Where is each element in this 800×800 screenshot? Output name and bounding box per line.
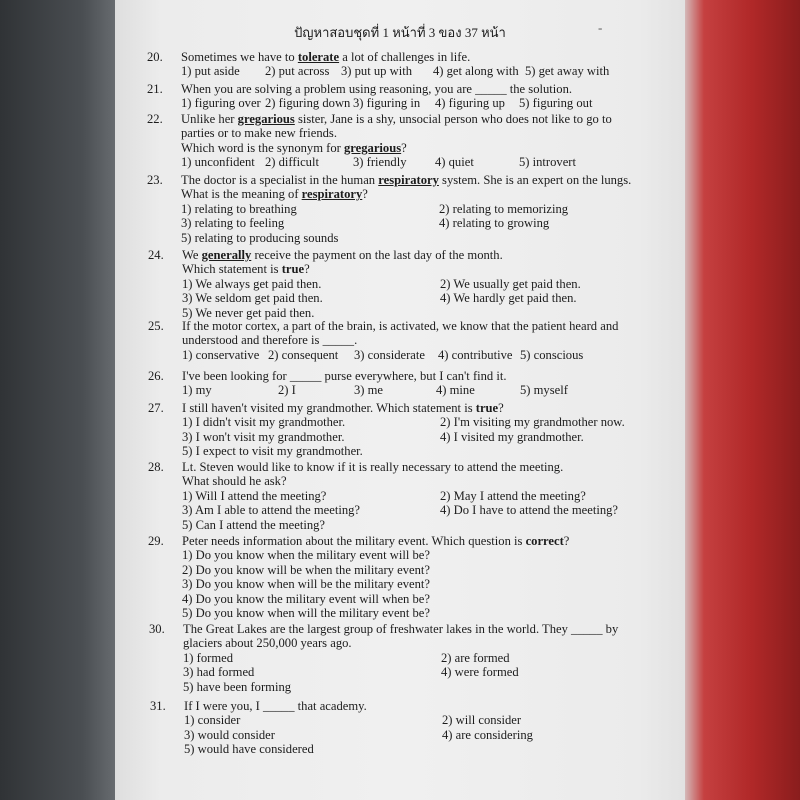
answer-option[interactable]: 1) Do you know when the military event will be? bbox=[182, 548, 430, 563]
emphasized-word: true bbox=[281, 262, 305, 277]
text-segment: The doctor is a specialist in the human bbox=[181, 173, 379, 187]
question-number: 23. bbox=[147, 173, 163, 187]
answer-option[interactable]: 3) figuring in bbox=[353, 96, 421, 111]
text-segment: Lt. Steven would like to know if it is really necessary to attend the meeting. bbox=[182, 460, 564, 474]
emphasized-word: gregarious bbox=[344, 140, 402, 155]
question-number: 27. bbox=[148, 401, 164, 415]
emphasized-word: correct bbox=[525, 534, 564, 548]
question-number: 31. bbox=[150, 699, 166, 713]
question-text bbox=[181, 126, 337, 140]
answer-option[interactable]: 4) Do you know the military event will when be? bbox=[182, 591, 430, 606]
answer-option[interactable]: 1) I didn't visit my grandmother. bbox=[182, 415, 346, 430]
emphasized-word: respiratory bbox=[301, 187, 363, 202]
text-segment: glaciers about 250,000 years ago. bbox=[183, 636, 352, 651]
text-segment: sister, Jane is a shy, unsocial person who does not like to go to bbox=[294, 112, 612, 126]
text-segment: understood and therefore is _____. bbox=[182, 333, 358, 348]
question-text bbox=[182, 460, 563, 474]
answer-option[interactable]: 3) considerate bbox=[354, 347, 425, 362]
answer-option[interactable]: 2) I'm visiting my grandmother now. bbox=[440, 415, 625, 430]
answer-option[interactable]: 1) We always get paid then. bbox=[182, 276, 322, 291]
question-text bbox=[182, 248, 503, 262]
answer-option[interactable]: 4) We hardly get paid then. bbox=[440, 291, 577, 306]
answer-option[interactable]: 1) put aside bbox=[181, 64, 240, 79]
answer-option[interactable]: 2) will consider bbox=[442, 713, 522, 728]
answer-option[interactable]: 4) are considering bbox=[442, 727, 533, 742]
answer-option[interactable]: 4) relating to growing bbox=[439, 216, 550, 231]
text-segment: I've been looking for _____ purse everywhere, but I can't find it. bbox=[182, 369, 507, 383]
question-text bbox=[182, 401, 504, 415]
emphasized-word: gregarious bbox=[237, 112, 295, 126]
answer-option[interactable]: 3) I won't visit my grandmother. bbox=[182, 429, 345, 444]
text-segment: receive the payment on the last day of the month. bbox=[251, 248, 503, 262]
answer-option[interactable]: 2) consequent bbox=[268, 347, 339, 362]
emphasized-word: generally bbox=[201, 248, 252, 262]
page-header: ปัญหาสอบชุดที่ 1 หน้าที่ 3 ของ 37 หน้า bbox=[294, 25, 506, 40]
text-segment: What should he ask? bbox=[182, 474, 287, 489]
question-number: 22. bbox=[147, 112, 163, 126]
answer-option[interactable]: 5) myself bbox=[520, 383, 568, 398]
text-segment: If I were you, I _____ that academy. bbox=[184, 699, 367, 713]
answer-option[interactable]: 5) get away with bbox=[525, 64, 610, 79]
answer-option[interactable]: 3) We seldom get paid then. bbox=[182, 291, 323, 306]
background-left bbox=[0, 0, 118, 800]
answer-option[interactable]: 5) figuring out bbox=[519, 96, 593, 111]
answer-option[interactable]: 2) We usually get paid then. bbox=[440, 276, 581, 291]
text-segment: ? bbox=[498, 401, 504, 415]
answer-option[interactable]: 1) my bbox=[182, 383, 212, 398]
answer-option[interactable]: 4) were formed bbox=[441, 665, 519, 680]
question-text bbox=[182, 534, 569, 548]
answer-option[interactable]: 3) Am I able to attend the meeting? bbox=[182, 503, 361, 518]
answer-option[interactable]: 5) introvert bbox=[519, 155, 577, 170]
answer-option[interactable]: 1) unconfident bbox=[181, 155, 255, 170]
question-text bbox=[181, 50, 470, 64]
answer-option[interactable]: 3) relating to feeling bbox=[181, 216, 285, 231]
answer-option[interactable]: 3) had formed bbox=[183, 665, 255, 680]
text-segment: We bbox=[182, 248, 202, 262]
answer-option[interactable]: 2) relating to memorizing bbox=[439, 201, 569, 216]
answer-option[interactable]: 5) conscious bbox=[520, 347, 584, 362]
text-segment: When you are solving a problem using reasoning, you are _____ the solution. bbox=[181, 82, 573, 96]
question-number: 28. bbox=[148, 460, 164, 474]
text-segment: Which word is the synonym for bbox=[181, 140, 344, 155]
emphasized-word: tolerate bbox=[297, 50, 340, 64]
text-segment: Unlike her bbox=[181, 112, 238, 126]
answer-option[interactable]: 5) Can I attend the meeting? bbox=[182, 517, 326, 532]
question-number: 30. bbox=[149, 622, 165, 636]
answer-option[interactable]: 2) Do you know will be when the military event? bbox=[182, 562, 430, 577]
answer-option[interactable]: 1) formed bbox=[183, 650, 234, 665]
answer-option[interactable]: 5) relating to producing sounds bbox=[181, 230, 339, 245]
question-text bbox=[181, 112, 612, 126]
answer-option[interactable]: 3) would consider bbox=[184, 727, 275, 742]
answer-option[interactable]: 1) consider bbox=[184, 713, 241, 728]
question-text bbox=[184, 699, 367, 713]
header-mark: - bbox=[598, 20, 603, 35]
answer-option[interactable]: 5) have been forming bbox=[183, 679, 292, 694]
answer-option[interactable]: 3) me bbox=[354, 383, 384, 398]
answer-option[interactable]: 5) We never get paid then. bbox=[182, 305, 315, 320]
text-segment: Which statement is bbox=[182, 262, 282, 277]
answer-option[interactable]: 4) get along with bbox=[433, 64, 519, 79]
text-segment: ? bbox=[563, 534, 570, 548]
question-number: 29. bbox=[148, 534, 164, 548]
text-segment: ? bbox=[401, 140, 407, 155]
question-number: 21. bbox=[147, 82, 163, 96]
text-segment: I still haven't visited my grandmother. Which statement is bbox=[182, 401, 476, 415]
question-text bbox=[181, 82, 572, 96]
answer-option[interactable]: 5) would have considered bbox=[184, 742, 314, 757]
answer-option[interactable]: 4) quiet bbox=[435, 155, 474, 170]
question-text bbox=[182, 262, 310, 276]
answer-option[interactable]: 3) friendly bbox=[353, 155, 407, 170]
text-segment: Peter needs information about the military event. Which question is bbox=[182, 534, 526, 548]
answer-option[interactable]: 5) Do you know when will the military event be? bbox=[182, 606, 430, 620]
answer-option[interactable]: 4) mine bbox=[436, 383, 475, 398]
text-segment: If the motor cortex, a part of the brain, is activated, we know that the patient heard and bbox=[182, 319, 619, 333]
answer-option[interactable]: 3) Do you know when will be the military event? bbox=[182, 577, 430, 592]
answer-option[interactable]: 2) are formed bbox=[441, 650, 510, 665]
question-text bbox=[182, 474, 287, 488]
exam-page bbox=[115, 0, 685, 800]
question-text bbox=[182, 319, 618, 333]
question-text bbox=[181, 141, 407, 155]
question-number: 25. bbox=[148, 319, 164, 333]
answer-option[interactable]: 1) figuring over bbox=[181, 96, 261, 111]
question-text bbox=[181, 173, 631, 187]
answer-option[interactable]: 2) put across bbox=[265, 64, 330, 79]
question-text bbox=[182, 369, 507, 383]
text-segment: ? bbox=[362, 187, 368, 202]
text-segment: a lot of challenges in life. bbox=[339, 50, 471, 64]
text-segment: The Great Lakes are the largest group of freshwater lakes in the world. They _____ by bbox=[183, 622, 619, 636]
answer-option[interactable]: 4) I visited my grandmother. bbox=[440, 429, 584, 444]
answer-option[interactable]: 1) conservative bbox=[182, 347, 260, 362]
question-text bbox=[181, 187, 368, 201]
background-right bbox=[680, 0, 800, 800]
answer-option[interactable]: 4) contributive bbox=[438, 347, 513, 362]
emphasized-word: respiratory bbox=[378, 173, 439, 187]
question-text bbox=[182, 333, 357, 347]
text-segment: What is the meaning of bbox=[181, 187, 302, 202]
answer-option[interactable]: 1) Will I attend the meeting? bbox=[182, 488, 327, 503]
text-segment: parties or to make new friends. bbox=[181, 126, 337, 141]
question-text bbox=[183, 636, 352, 650]
answer-option[interactable]: 2) figuring down bbox=[265, 96, 351, 111]
answer-option[interactable]: 2) difficult bbox=[265, 155, 319, 170]
answer-option[interactable]: 2) May I attend the meeting? bbox=[440, 488, 586, 503]
answer-option[interactable]: 4) Do I have to attend the meeting? bbox=[440, 503, 618, 518]
question-text bbox=[183, 622, 618, 636]
answer-option[interactable]: 3) put up with bbox=[341, 64, 413, 79]
question-number: 20. bbox=[147, 50, 163, 64]
question-number: 26. bbox=[148, 369, 164, 383]
answer-option[interactable]: 1) relating to breathing bbox=[181, 201, 297, 216]
text-segment: ? bbox=[304, 262, 310, 277]
text-segment: Sometimes we have to bbox=[181, 50, 298, 64]
emphasized-word: true bbox=[475, 401, 499, 415]
answer-option[interactable]: 4) figuring up bbox=[435, 96, 505, 111]
question-number: 24. bbox=[148, 248, 164, 262]
text-segment: system. She is an expert on the lungs. bbox=[438, 173, 632, 187]
answer-option[interactable]: 2) I bbox=[278, 383, 296, 398]
answer-option[interactable]: 5) I expect to visit my grandmother. bbox=[182, 444, 363, 459]
